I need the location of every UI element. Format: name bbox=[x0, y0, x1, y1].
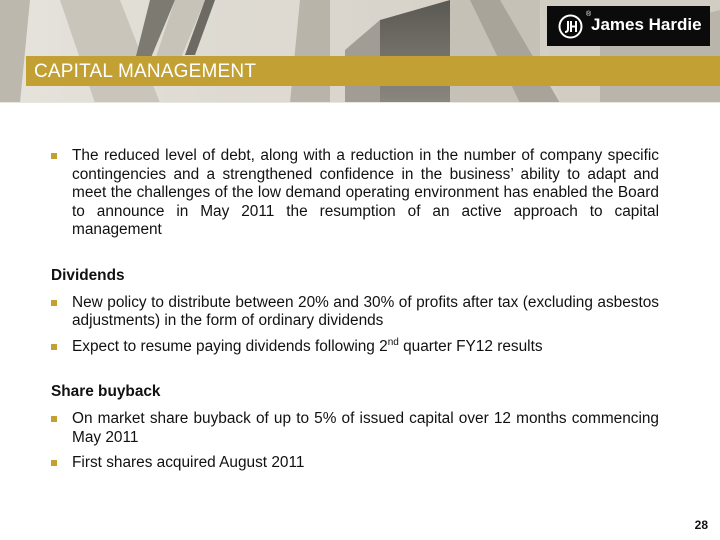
bullet-text: New policy to distribute between 20% and 30% of profits after tax (excluding asbestos adjustments) in the form of ordinary dividends bbox=[72, 293, 659, 330]
bullet-text: First shares acquired August 2011 bbox=[72, 454, 305, 472]
page-number: 28 bbox=[694, 518, 708, 532]
bullet-buyback-first bbox=[51, 454, 659, 473]
dividends-heading: Dividends bbox=[51, 266, 125, 284]
square-bullet-icon bbox=[51, 300, 57, 306]
bullet-dividend-resume bbox=[51, 338, 659, 357]
title-bar bbox=[26, 56, 720, 86]
bullet-dividend-policy bbox=[51, 294, 659, 331]
jh-monogram-icon bbox=[558, 14, 583, 44]
slide-body bbox=[51, 147, 659, 473]
square-bullet-icon bbox=[51, 344, 57, 350]
share-buyback-heading: Share buyback bbox=[51, 383, 161, 401]
logo-text: James Hardie bbox=[591, 15, 702, 34]
bullet-text-pre: Expect to resume paying dividends following 2 bbox=[72, 337, 388, 355]
bullet-intro bbox=[51, 147, 659, 240]
bullet-text-post: quarter FY12 results bbox=[398, 337, 543, 355]
bullet-text: The reduced level of debt, along with a reduction in the number of company specific contingencies and a strengthened confidence in the business’ ability to adapt and meet the challenges of the low demand operating environment has enabled the Board to announce in May 2011 the resumption of an active approach to capital management bbox=[72, 147, 659, 239]
square-bullet-icon bbox=[51, 416, 57, 422]
bullet-buyback-market bbox=[51, 410, 659, 447]
square-bullet-icon bbox=[51, 460, 57, 466]
square-bullet-icon bbox=[51, 153, 57, 159]
bullet-text: On market share buyback of up to 5% of issued capital over 12 months commencing May 2011 bbox=[72, 409, 659, 446]
james-hardie-logo bbox=[547, 6, 710, 46]
registered-mark: ® bbox=[586, 11, 592, 18]
slide-title: CAPITAL MANAGEMENT bbox=[34, 61, 257, 82]
superscript-ordinal: nd bbox=[387, 336, 399, 348]
